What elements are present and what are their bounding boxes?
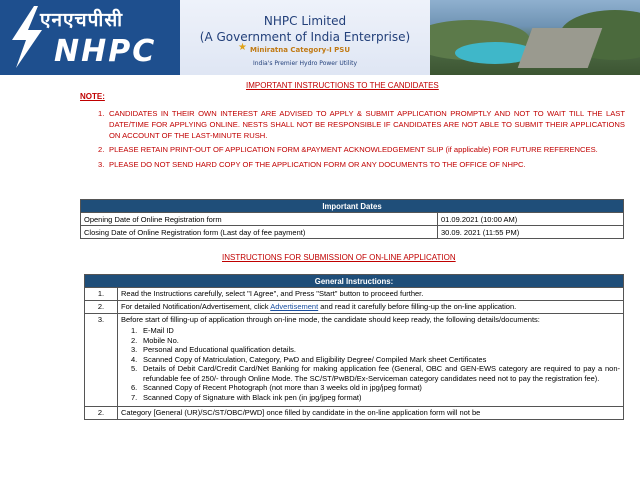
star-icon: ★ (238, 42, 247, 53)
table-row (85, 301, 624, 314)
note-item: 3. PLEASE DO NOT SEND HARD COPY OF THE APPLICATION FORM OR ANY DOCUMENTS TO THE OFFICE OF NHPC. (98, 160, 526, 169)
submission-heading: INSTRUCTIONS FOR SUBMISSION OF ON-LINE APPLICATION (222, 253, 456, 262)
important-instructions-heading: IMPORTANT INSTRUCTIONS TO THE CANDIDATES (246, 81, 439, 90)
instruction-text: Read the Instructions carefully, select "I Agree", and Press "Start" button to proceed further. (118, 288, 624, 301)
dam-photo (430, 0, 640, 75)
row-number: 2. (85, 301, 118, 314)
logo-english-text: NHPC (54, 34, 157, 69)
table-row (85, 314, 624, 407)
nhpc-logo (0, 0, 180, 75)
list-item: 7. Scanned Copy of Signature with Black ink pen (in jpg/jpeg format) (131, 392, 362, 402)
company-subtitle: (A Government of India Enterprise) (199, 30, 411, 44)
note-item: 2. PLEASE RETAIN PRINT-OUT OF APPLICATION FORM &PAYMENT ACKNOWLEDGEMENT SLIP (if applicable) FOR FUTURE REFERENCES. (98, 145, 598, 154)
row-number: 3. (85, 314, 118, 407)
date-label: Closing Date of Online Registration form (Last day of fee payment) (81, 226, 438, 239)
table-row (85, 407, 624, 420)
company-info (180, 0, 430, 75)
table-row (81, 226, 624, 239)
notes-list (98, 108, 625, 170)
general-instructions-header: General Instructions: (85, 275, 624, 288)
list-item: 4. Scanned Copy of Matriculation, Category, PwD and Eligibility Degree/ Compiled Mark sheet Certificates (131, 354, 487, 364)
header-banner (0, 0, 640, 75)
table-row (85, 288, 624, 301)
instruction-text: Category [General (UR)/SC/ST/OBC/PWD] once filled by candidate in the on-line application form will not be (118, 407, 624, 420)
important-dates-header: Important Dates (81, 200, 624, 213)
note-label: NOTE: (80, 92, 105, 101)
note-item: 1. CANDIDATES IN THEIR OWN INTEREST ARE ADVISED TO APPLY & SUBMIT APPLICATION PROMPTLY AND NOT TO WAIT TILL THE LAST DATE/TIME FOR APPLYING ONLINE. NESTS SHALL NOT BE RESPONSIBLE IF CANDIDATES ARE NOT ABLE TO SUBMIT THEIR APPLICATIONS ON ACCOUNT OF THE LAST-MINUTE RUSH. (98, 109, 625, 140)
date-value: 30.09. 2021 (11:55 PM) (438, 226, 624, 239)
list-item: 2. Mobile No. (131, 335, 179, 345)
company-tagline: India's Premier Hydro Power Utility (252, 60, 357, 67)
list-item: 3. Personal and Educational qualification details. (131, 345, 297, 354)
instruction-text: Before start of filling-up of application through on-line mode, the candidate should keep ready, the following details/documents: 1. E-Mail ID 2. Mobile No. 3. Personal and Educational qualification details. 4. Scanned Copy of Matriculation, Category, PwD and Eligibility Degree/ Compiled Mark sheet Certificates 5. Details of Debit Card/Credit Card/Net Banking for making application fee (General, OBC and GEN-EWS category are required to pay a non-refundable fee of 250/- through Online Mode. The SC/ST/PwBD/Ex-Serviceman category candidates need not to pay the registration fee). 6. Scanned Copy of Recent Photograph (not more than 3 weeks old in jpg/jpeg format) 7. Scanned Copy of Signature with Black ink pen (in jpg/jpeg format) (118, 314, 624, 407)
date-label: Opening Date of Online Registration form (81, 213, 438, 226)
instruction-text: For detailed Notification/Advertisement, click Advertisement and read it carefully before filling-up the on-line application. (118, 301, 624, 314)
general-instructions-table (84, 274, 624, 420)
table-row (81, 213, 624, 226)
row-number: 1. (85, 288, 118, 301)
list-item: 6. Scanned Copy of Recent Photograph (not more than 3 weeks old in jpg/jpeg format) (131, 383, 422, 392)
important-dates-table (80, 199, 624, 239)
row-number: 2. (85, 407, 118, 420)
company-name: NHPC Limited (263, 14, 347, 28)
logo-hindi-text: एनएचपीसी (40, 9, 124, 31)
documents-list (121, 326, 620, 402)
list-item: 5. Details of Debit Card/Credit Card/Net Banking for making application fee (General, OBC and GEN-EWS category are required to pay a non-refundable fee of 250/- through Online Mode. The SC/ST/PwBD/Ex-Serviceman category candidates need not to pay the registration fee). (131, 364, 620, 383)
company-category: Miniratna Category-I PSU (250, 46, 351, 54)
advertisement-link[interactable]: Advertisement (270, 302, 319, 311)
list-item: 1. E-Mail ID (131, 326, 174, 335)
date-value: 01.09.2021 (10:00 AM) (438, 213, 624, 226)
